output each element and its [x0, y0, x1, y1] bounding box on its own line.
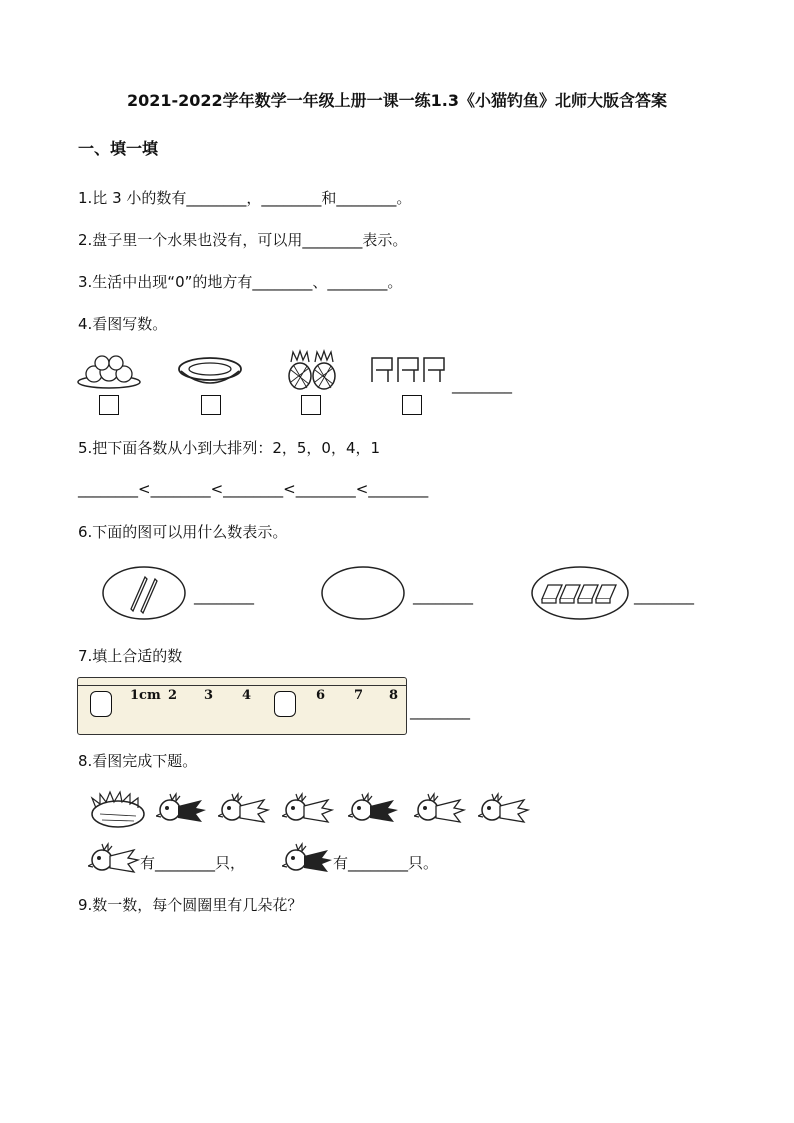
bird-white-2	[282, 790, 334, 830]
ruler-number-8: 8	[389, 688, 399, 703]
question-7: 7.填上合适的数	[78, 647, 183, 665]
section-heading: 一、填一填	[78, 139, 159, 158]
hedgehog-image	[86, 790, 148, 830]
ruler-number-2: 2	[168, 688, 178, 703]
empty-plate-image	[177, 355, 243, 391]
ruler	[77, 677, 407, 735]
chairs-image	[368, 352, 454, 386]
oval-3-answer-blank[interactable]: ________	[634, 587, 694, 605]
answer-box-peaches[interactable]	[99, 395, 119, 415]
question-3: 3.生活中出现“0”的地方有________、________。	[78, 273, 403, 291]
dark-bird-count-answer[interactable]: 有________只。	[333, 854, 439, 872]
bird-white-1	[218, 790, 270, 830]
ruler-unit-label: 1cm	[130, 688, 161, 703]
ruler-number-3: 3	[204, 688, 214, 703]
ruler-blank-box-1[interactable]	[90, 691, 112, 717]
ruler-number-7: 7	[354, 688, 364, 703]
question-8: 8.看图完成下题。	[78, 752, 198, 770]
oval-four-blocks-image	[530, 565, 630, 621]
question-4: 4.看图写数。	[78, 315, 168, 333]
bird-dark-2	[348, 790, 400, 830]
oval-empty-image	[320, 565, 406, 621]
bird-white-legend	[88, 840, 140, 880]
peach-plate-image	[76, 350, 142, 392]
bird-white-4	[478, 790, 530, 830]
bird-dark-1	[156, 790, 208, 830]
oval-two-pencils-image	[101, 565, 187, 621]
question-5-answer-line[interactable]: ________<________<________<________<________	[78, 480, 429, 498]
ruler-answer-blank[interactable]: ________	[410, 702, 470, 720]
chairs-answer-blank[interactable]: ________	[452, 376, 512, 394]
ruler-blank-box-2[interactable]	[274, 691, 296, 717]
question-9: 9.数一数，每个圆圈里有几朵花？	[78, 896, 303, 914]
question-5: 5.把下面各数从小到大排列：2，5，0，4，1	[78, 439, 381, 457]
question-6: 6.下面的图可以用什么数表示。	[78, 523, 288, 541]
oval-1-answer-blank[interactable]: ________	[194, 587, 254, 605]
answer-box-chairs[interactable]	[402, 395, 422, 415]
pineapples-image	[283, 348, 341, 390]
bird-white-3	[414, 790, 466, 830]
document-title: 2021-2022学年数学一年级上册一课一练1.3《小猫钓鱼》北师大版含答案	[126, 91, 668, 110]
bird-dark-legend	[282, 840, 334, 880]
answer-box-empty-plate[interactable]	[201, 395, 221, 415]
ruler-number-6: 6	[316, 688, 326, 703]
question-1: 1.比 3 小的数有________，________和________。	[78, 189, 412, 207]
oval-2-answer-blank[interactable]: ________	[413, 587, 473, 605]
answer-box-pineapples[interactable]	[301, 395, 321, 415]
ruler-number-4: 4	[242, 688, 252, 703]
white-bird-count-answer[interactable]: 有________只，	[140, 854, 246, 872]
question-2: 2.盘子里一个水果也没有，可以用________表示。	[78, 231, 408, 249]
ruler-tick-band	[78, 678, 406, 686]
